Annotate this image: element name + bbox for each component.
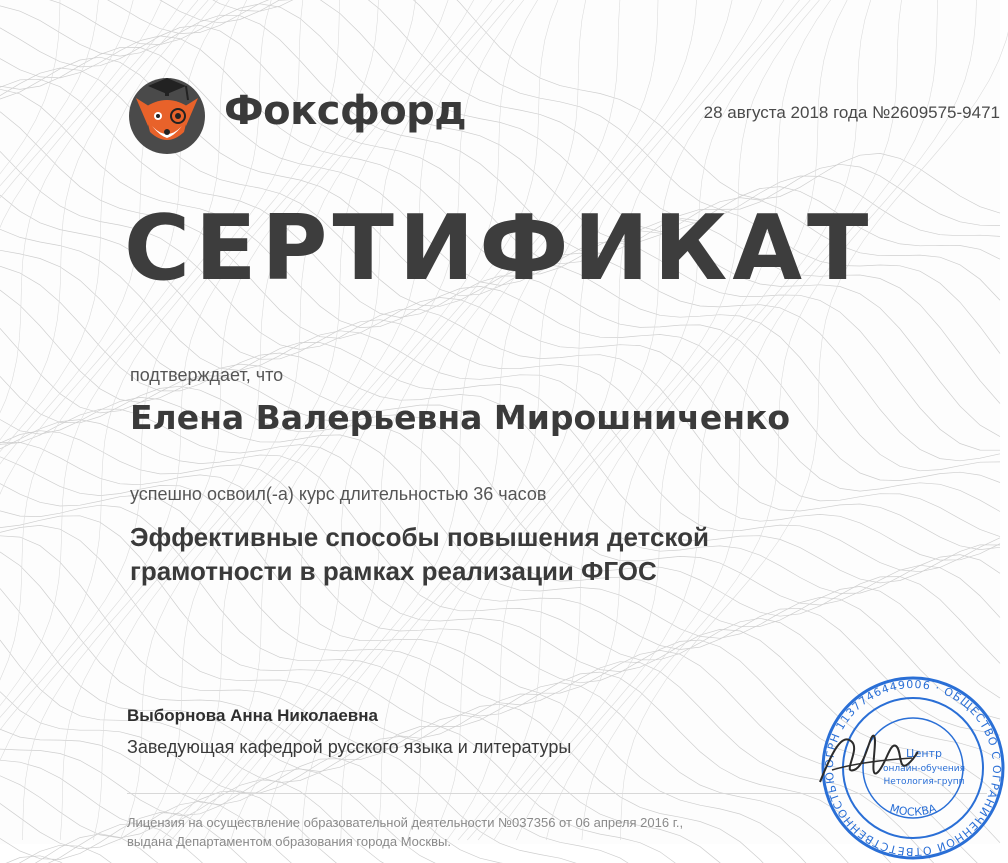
recipient-name: Елена Валерьевна Мирошниченко	[130, 398, 790, 437]
course-title-line-1: Эффективные способы повышения детской	[130, 520, 830, 554]
brand-name: Фоксфорд	[224, 88, 466, 134]
guilloche-line	[0, 6, 1000, 354]
license-text	[127, 813, 767, 851]
stamp-inner-line-3: Нетология-групп	[883, 777, 964, 787]
guilloche-line	[0, 0, 133, 840]
svg-text:МОСКВА	[888, 802, 938, 819]
course-title	[130, 520, 830, 588]
license-line-1: Лицензия на осуществление образовательной деятельности №037356 от 06 апреля 2016 г.,	[127, 813, 767, 832]
course-title-line-2: грамотности в рамках реализации ФГОС	[130, 554, 830, 588]
stamp-inner-line-2: онлайн-обучения	[883, 764, 965, 774]
stamp-outer-text: ОГРН 1137746449006 · ОБЩЕСТВО С ОГРАНИЧЕННОЙ ОТВЕТСТВЕННОСТЬЮ	[823, 678, 1003, 858]
stamp-city: МОСКВА	[888, 802, 938, 819]
license-line-2: выдана Департаментом образования города Москвы.	[127, 832, 767, 851]
confirms-text: подтверждает, что	[130, 365, 283, 386]
guilloche-line	[0, 0, 60, 840]
guilloche-line	[0, 112, 1000, 537]
certificate-title: СЕРТИФИКАТ	[124, 204, 873, 294]
signer-name: Выборнова Анна Николаевна	[127, 706, 378, 726]
certificate-date-number: 28 августа 2018 года №2609575-9471	[704, 103, 1000, 123]
handwritten-signature	[812, 712, 922, 802]
course-duration-text: успешно освоил(-а) курс длительностью 36 часов	[130, 484, 546, 505]
stamp-inner-line-1: Центр	[906, 747, 942, 760]
fox-mascot-icon	[122, 68, 212, 158]
signer-role: Заведующая кафедрой русского языка и литературы	[127, 737, 571, 758]
